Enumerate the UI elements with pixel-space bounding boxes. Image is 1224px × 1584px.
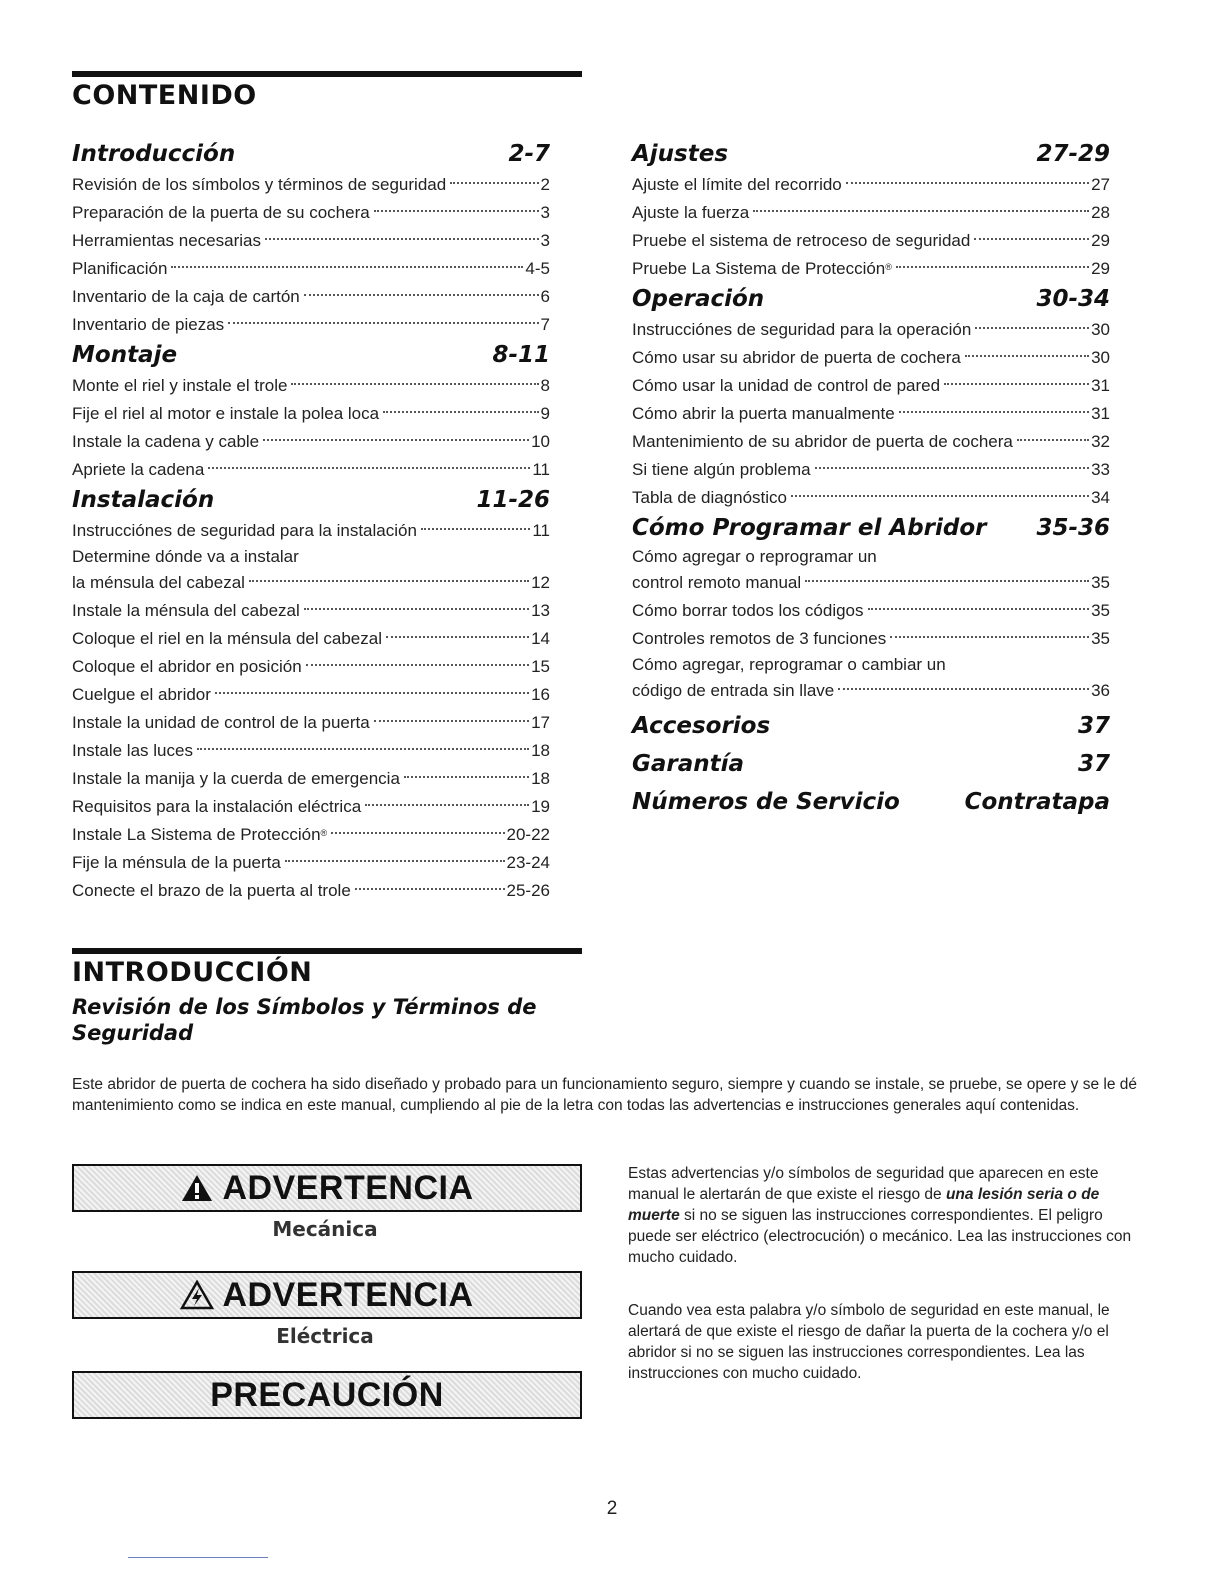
toc-entry-page: 18: [531, 769, 550, 788]
toc-entry-text: [632, 199, 751, 227]
section-page-range: 8-11: [492, 342, 550, 368]
toc-entry-text: [632, 456, 813, 484]
toc-entry[interactable]: [632, 171, 1110, 199]
toc-entry[interactable]: [72, 428, 550, 456]
caution-description: Cuando vea esta palabra y/o símbolo de seguridad en este manual, le alertará de que existe el riesgo de dañar la puerta de la cochera y/o el abridor si no se siguen las instrucciones correspondientes. Lea las instrucciones con mucho cuidado.: [628, 1302, 1110, 1382]
dot-leader: [975, 327, 1089, 329]
toc-entry-page: 12: [531, 573, 550, 592]
toc-entry-page: 30: [1091, 320, 1110, 339]
toc-entry-text: [632, 316, 973, 344]
toc-entry-row: [72, 372, 550, 400]
toc-entry-label: Monte el riel y instale el trole: [72, 376, 288, 395]
toc-entry[interactable]: [72, 653, 550, 681]
toc-entry-label: Instrucciónes de seguridad para la operación: [632, 320, 972, 339]
dot-leader: [171, 266, 523, 268]
toc-entry-row: [72, 400, 550, 428]
toc-entry-label: Instale las luces: [72, 741, 193, 760]
toc-entry[interactable]: [632, 400, 1110, 428]
dot-leader: [383, 411, 538, 413]
toc-entry-row: [72, 625, 550, 653]
toc-entry-page: 35: [1091, 573, 1110, 592]
toc-entry-text: [72, 283, 302, 311]
toc-entry-text: [632, 400, 897, 428]
toc-entry-text: [72, 877, 353, 905]
toc-entry-page: 32: [1091, 432, 1110, 451]
dot-leader: [355, 888, 505, 890]
toc-entry[interactable]: [72, 849, 550, 877]
toc-entry-label: código de entrada sin llave: [632, 681, 835, 700]
toc-entry[interactable]: [72, 400, 550, 428]
dot-leader: [304, 294, 539, 296]
toc-entry[interactable]: [72, 545, 550, 597]
dot-leader: [1017, 439, 1089, 441]
toc-entry-label: Requisitos para la instalación eléctrica: [72, 797, 362, 816]
dot-leader: [450, 182, 538, 184]
toc-entry[interactable]: [72, 372, 550, 400]
toc-entry-label: Coloque el abridor en posición: [72, 657, 302, 676]
toc-entry[interactable]: [632, 597, 1110, 625]
toc-entry-label: Inventario de la caja de cartón: [72, 287, 300, 306]
toc-entry-label: Cómo usar su abridor de puerta de cochera: [632, 348, 961, 367]
toc-entry-label: Instale la cadena y cable: [72, 432, 260, 451]
toc-entry-row: [72, 597, 550, 625]
toc-entry-page: 30: [1091, 348, 1110, 367]
toc-entry-label: Ajuste la fuerza: [632, 203, 750, 222]
section-title: Ajustes: [632, 141, 729, 167]
dot-leader: [249, 580, 529, 582]
intro-subheading: Revisión de los Símbolos y Términos de Seguridad: [72, 995, 537, 1045]
toc-entry-page: 3: [540, 203, 550, 222]
toc-entry-page: 15: [531, 657, 550, 676]
toc-entry[interactable]: [72, 625, 550, 653]
toc-entry-label: Instale la manija y la cuerda de emergencia: [72, 769, 400, 788]
toc-entry-page: 29: [1091, 231, 1110, 250]
toc-entry-row: [72, 311, 550, 339]
toc-entry-text: [632, 677, 836, 705]
toc-entry-page: 27: [1091, 175, 1110, 194]
toc-entry-page: 10: [531, 432, 550, 451]
section-page-range: 37: [1077, 751, 1110, 777]
toc-entry-label: control remoto manual: [632, 573, 802, 592]
dot-leader: [285, 860, 505, 862]
intro-paragraph: Este abridor de puerta de cochera ha sido diseñado y probado para un funcionamiento seguro, siempre y cuando se instale, se pruebe, se opere y se le dé mantenimiento como se indica en este manual, cumpliendo al pie de la letra con todas las advertencias e instrucciones generales aquí contenidas.: [72, 1076, 1138, 1114]
toc-entry[interactable]: [632, 484, 1110, 512]
section-heading: [632, 789, 1110, 819]
intro-top-rule: [72, 948, 582, 954]
toc-entry-row: [632, 484, 1110, 512]
toc-entry-text: [72, 597, 302, 625]
toc-entry-label: Pruebe el sistema de retroceso de seguridad: [632, 231, 971, 250]
toc-entry-text: [632, 372, 942, 400]
dot-leader: [805, 580, 1089, 582]
dot-leader: [868, 608, 1090, 610]
toc-entry-page: 33: [1091, 460, 1110, 479]
dot-leader: [386, 636, 529, 638]
registered-mark: ®: [885, 262, 892, 272]
toc-entry-text: [72, 171, 448, 199]
electrical-caption: Eléctrica: [276, 1324, 374, 1348]
toc-entry-label: Instale La Sistema de Protección: [72, 825, 321, 844]
toc-entry-row: [72, 765, 550, 793]
dot-leader: [421, 528, 530, 530]
toc-entry[interactable]: [632, 255, 1110, 283]
toc-entry-row: [632, 569, 1110, 597]
toc-entry-row: [72, 821, 550, 849]
toc-entry-text: [72, 737, 195, 765]
toc-entry[interactable]: [72, 283, 550, 311]
toc-entry-row: [632, 428, 1110, 456]
toc-entry[interactable]: [632, 344, 1110, 372]
dot-leader: [944, 383, 1089, 385]
toc-entry-page: 19: [531, 797, 550, 816]
toc-entry-page: 18: [531, 741, 550, 760]
dot-leader: [215, 692, 529, 694]
toc-entry-text: [72, 849, 283, 877]
toc-entry-label: Tabla de diagnóstico: [632, 488, 788, 507]
toc-entry-label: Instrucciónes de seguridad para la instalación: [72, 521, 417, 540]
toc-entry-row: [72, 171, 550, 199]
dot-leader: [791, 495, 1089, 497]
toc-entry-first-line: Determine dónde va a instalar: [72, 547, 299, 566]
toc-entry-row: [632, 677, 1110, 705]
warning-electrical-label: ADVERTENCIA: [222, 1275, 474, 1314]
toc-entry[interactable]: [72, 227, 550, 255]
toc-entry-text: [632, 569, 803, 597]
toc-entry-page: 34: [1091, 488, 1110, 507]
toc-entry-first-line: Cómo agregar o reprogramar un: [632, 547, 877, 566]
warning-text-emphasis: una lesión seria o de muerte: [628, 1186, 1100, 1224]
dot-leader: [890, 636, 1089, 638]
section-heading: [72, 342, 550, 372]
section-heading: [632, 286, 1110, 316]
toc-entry-page: 4-5: [525, 259, 550, 278]
toc-entry-row: [632, 316, 1110, 344]
toc-entry-text: [72, 765, 402, 793]
toc-entry[interactable]: [72, 877, 550, 905]
toc-entry[interactable]: [72, 171, 550, 199]
contents-right-column: [632, 138, 1110, 819]
toc-entry-row: [72, 709, 550, 737]
warning-text-b: si no se siguen las instrucciones correspondientes. El peligro puede ser eléctrico (electrocución) o mecánico. Lea las instrucciones con mucho cuidado.: [628, 1207, 1132, 1266]
toc-entry-text: [632, 597, 866, 625]
toc-entry-row: [72, 653, 550, 681]
dot-leader: [846, 182, 1089, 184]
toc-entry[interactable]: [72, 737, 550, 765]
toc-entry-label: Mantenimiento de su abridor de puerta de cochera: [632, 432, 1013, 451]
warning-mechanical-banner: [72, 1164, 582, 1212]
toc-entry-page: 16: [531, 685, 550, 704]
contents-top-rule: [72, 71, 582, 77]
toc-entry[interactable]: [72, 311, 550, 339]
toc-entry-page: 23-24: [506, 853, 550, 872]
toc-entry-text: [632, 344, 963, 372]
toc-entry-label: Fije el riel al motor e instale la polea loca: [72, 404, 380, 423]
toc-entry-page: 11: [532, 460, 550, 479]
toc-entry-label: Coloque el riel en la ménsula del cabezal: [72, 629, 382, 648]
toc-entry-row: [632, 171, 1110, 199]
toc-entry-text: [72, 372, 289, 400]
dot-leader: [265, 238, 539, 240]
toc-entry-page: 8: [540, 376, 550, 395]
toc-entry-row: [632, 597, 1110, 625]
section-page-range: 2-7: [508, 141, 550, 167]
section-title: Garantía: [632, 751, 745, 777]
electrical-hazard-icon: [180, 1280, 214, 1310]
toc-entry-row: [72, 199, 550, 227]
toc-entry[interactable]: [632, 456, 1110, 484]
toc-entry-text: [72, 793, 363, 821]
dot-leader: [331, 832, 504, 834]
toc-entry[interactable]: [72, 765, 550, 793]
dot-leader: [374, 720, 529, 722]
toc-entry-row: [632, 372, 1110, 400]
toc-entry-row: [632, 255, 1110, 283]
toc-entry-text: [72, 456, 206, 484]
toc-entry-page: 31: [1091, 404, 1110, 423]
toc-entry-page: 20-22: [506, 825, 550, 844]
toc-entry-label: Apriete la cadena: [72, 460, 205, 479]
dot-leader: [965, 355, 1089, 357]
dot-leader: [896, 266, 1089, 268]
toc-entry[interactable]: [72, 517, 550, 545]
toc-entry-row: [632, 400, 1110, 428]
caution-banner: [72, 1371, 582, 1419]
toc-entry[interactable]: [632, 316, 1110, 344]
toc-entry-label: la ménsula del cabezal: [72, 573, 245, 592]
toc-entry-label: Controles remotos de 3 funciones: [632, 629, 887, 648]
dot-leader: [228, 322, 538, 324]
toc-entry-text: [72, 227, 263, 255]
dot-leader: [197, 748, 529, 750]
section-title: Instalación: [72, 487, 215, 513]
toc-entry-row: [72, 737, 550, 765]
toc-entry-page: 13: [531, 601, 550, 620]
toc-entry-text: [632, 255, 894, 283]
toc-entry[interactable]: [72, 597, 550, 625]
toc-entry[interactable]: [632, 545, 1110, 597]
warning-text-a: Estas advertencias y/o símbolos de seguridad que aparecen en este manual le alertarán de que existe el riesgo de: [628, 1165, 1099, 1203]
toc-entry-page: 2: [540, 175, 550, 194]
toc-entry-label: Cuelgue el abridor: [72, 685, 211, 704]
toc-entry[interactable]: [72, 821, 550, 849]
dot-leader: [291, 383, 538, 385]
toc-entry-label: Cómo abrir la puerta manualmente: [632, 404, 895, 423]
toc-entry-row: [72, 517, 550, 545]
mechanical-caption: Mecánica: [272, 1217, 378, 1241]
toc-entry-label: Fije la ménsula de la puerta: [72, 853, 281, 872]
toc-entry-row: [72, 849, 550, 877]
toc-entry-text: [72, 255, 169, 283]
toc-entry-text: [632, 227, 972, 255]
section-title: Cómo Programar el Abridor: [632, 515, 987, 541]
registered-mark: ®: [320, 828, 328, 838]
section-heading: [632, 751, 1110, 781]
section-page-range: 35-36: [1036, 515, 1110, 541]
dot-leader: [365, 804, 529, 806]
toc-entry[interactable]: [632, 625, 1110, 653]
toc-entry-label: Cómo borrar todos los códigos: [632, 601, 864, 620]
toc-entry-text: [72, 625, 384, 653]
dot-leader: [208, 467, 530, 469]
toc-entry-text: [72, 569, 247, 597]
toc-entry-page: 28: [1091, 203, 1110, 222]
toc-entry-page: 35: [1091, 601, 1110, 620]
toc-entry-row: [72, 456, 550, 484]
toc-entry-text: [632, 428, 1015, 456]
toc-entry-row: [632, 456, 1110, 484]
toc-entry[interactable]: [632, 428, 1110, 456]
toc-entry-text: [632, 625, 888, 653]
toc-entry-page: 3: [540, 231, 550, 250]
toc-entry-page: 31: [1091, 376, 1110, 395]
toc-entry-text: [72, 311, 226, 339]
section-heading: [72, 141, 550, 171]
toc-entry-label: Si tiene algún problema: [632, 460, 811, 479]
toc-entry-label: Planificación: [72, 259, 168, 278]
toc-entry-text: [72, 709, 372, 737]
dot-leader: [374, 210, 539, 212]
toc-entry-label: Ajuste el límite del recorrido: [632, 175, 842, 194]
section-heading: [632, 713, 1110, 743]
warning-electrical-banner: [72, 1271, 582, 1319]
toc-entry-text: [72, 428, 261, 456]
toc-entry-page: 6: [540, 287, 550, 306]
toc-entry-page: 7: [540, 315, 550, 334]
dot-leader: [753, 210, 1089, 212]
toc-entry-page: 29: [1091, 259, 1110, 278]
footer-line: [128, 1557, 268, 1558]
toc-entry[interactable]: [632, 372, 1110, 400]
toc-entry-row: [72, 428, 550, 456]
toc-entry-text: [632, 484, 789, 512]
toc-entry-page: 17: [531, 713, 550, 732]
toc-entry[interactable]: [72, 709, 550, 737]
contents-heading: CONTENIDO: [72, 80, 257, 111]
toc-entry-row: [632, 344, 1110, 372]
toc-entry-row: [632, 199, 1110, 227]
dot-leader: [263, 439, 529, 441]
dot-leader: [899, 411, 1089, 413]
toc-entry[interactable]: [632, 199, 1110, 227]
toc-entry-text: [72, 400, 381, 428]
contents-left-column: [72, 138, 550, 905]
toc-entry-row: [72, 255, 550, 283]
toc-entry[interactable]: [72, 456, 550, 484]
toc-entry[interactable]: [72, 681, 550, 709]
toc-entry-text: [72, 517, 419, 545]
toc-entry-label: Herramientas necesarias: [72, 231, 261, 250]
toc-entry-text: [72, 653, 304, 681]
toc-entry-page: 14: [531, 629, 550, 648]
section-title: Números de Servicio: [632, 789, 900, 815]
page-number: 2: [606, 1498, 618, 1519]
toc-entry-page: 11: [532, 521, 550, 540]
toc-entry-page: 35: [1091, 629, 1110, 648]
section-heading: [632, 515, 1110, 545]
toc-entry-label: Pruebe La Sistema de Protección: [632, 259, 886, 278]
toc-entry-first-line: Cómo agregar, reprogramar o cambiar un: [632, 655, 946, 674]
warning-mechanical-label: ADVERTENCIA: [222, 1168, 474, 1207]
toc-entry-row: [632, 625, 1110, 653]
toc-entry-label: Instale la unidad de control de la puerta: [72, 713, 370, 732]
toc-entry-row: [72, 681, 550, 709]
toc-entry-label: Inventario de piezas: [72, 315, 225, 334]
toc-entry-row: [72, 793, 550, 821]
toc-entry-row: [72, 877, 550, 905]
toc-entry-text: [72, 681, 213, 709]
section-page-range: Contratapa: [964, 789, 1110, 815]
toc-entry-row: [72, 569, 550, 597]
warning-triangle-icon: [180, 1173, 214, 1203]
toc-entry-text: [72, 199, 372, 227]
toc-entry[interactable]: [72, 793, 550, 821]
section-page-range: 11-26: [476, 487, 550, 513]
section-title: Montaje: [72, 342, 178, 368]
dot-leader: [306, 664, 529, 666]
section-page-range: 30-34: [1036, 286, 1110, 312]
dot-leader: [304, 608, 529, 610]
toc-entry-label: Cómo usar la unidad de control de pared: [632, 376, 941, 395]
toc-entry[interactable]: [632, 227, 1110, 255]
warning-description: [628, 1163, 1148, 1268]
toc-entry-label: Instale la ménsula del cabezal: [72, 601, 300, 620]
dot-leader: [815, 467, 1089, 469]
toc-entry-row: [72, 283, 550, 311]
section-page-range: 27-29: [1036, 141, 1110, 167]
toc-entry[interactable]: [72, 199, 550, 227]
toc-entry[interactable]: [632, 653, 1110, 705]
toc-entry-page: 9: [540, 404, 550, 423]
toc-entry-text: [72, 821, 329, 849]
toc-entry-text: [632, 171, 844, 199]
dot-leader: [404, 776, 529, 778]
caution-label: PRECAUCIÓN: [210, 1375, 444, 1414]
toc-entry-label: Conecte el brazo de la puerta al trole: [72, 881, 351, 900]
intro-heading: INTRODUCCIÓN: [72, 957, 313, 988]
toc-entry[interactable]: [72, 255, 550, 283]
dot-leader: [838, 688, 1089, 690]
section-title: Accesorios: [632, 713, 771, 739]
section-heading: [72, 487, 550, 517]
section-title: Introducción: [72, 141, 236, 167]
section-page-range: 37: [1077, 713, 1110, 739]
section-title: Operación: [632, 286, 765, 312]
section-heading: [632, 141, 1110, 171]
toc-entry-page: 25-26: [506, 881, 550, 900]
toc-entry-label: Preparación de la puerta de su cochera: [72, 203, 370, 222]
toc-entry-row: [632, 227, 1110, 255]
toc-entry-row: [72, 227, 550, 255]
toc-entry-label: Revisión de los símbolos y términos de seguridad: [72, 175, 447, 194]
dot-leader: [974, 238, 1089, 240]
toc-entry-page: 36: [1091, 681, 1110, 700]
